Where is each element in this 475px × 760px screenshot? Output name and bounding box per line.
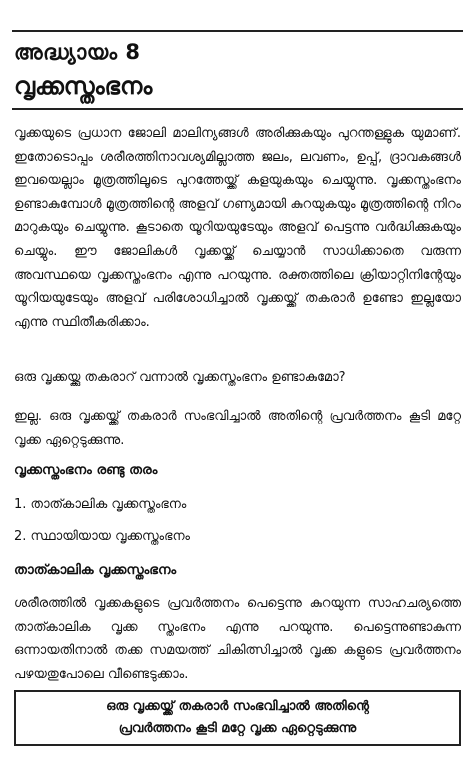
chapter-number: അദ്ധ്യായം 8 (14, 40, 141, 64)
chapter-title: വൃക്കസ്തംഭനം (14, 72, 153, 100)
type-item-2: 2. സ്ഥായിയായ വൃക്കസ്തംഭനം (14, 529, 191, 544)
answer-paragraph: ഇല്ല. ഒരു വൃക്കയ്ക്ക് തകരാർ സംഭവിച്ചാൽ അതിന്റെ പ്രവർത്തനം കൂടി മറ്റേ വൃക്ക ഏറ്റെടുക്കുന്നു. (14, 409, 461, 448)
highlight-line-2: പ്രവർത്തനം കൂടി മറ്റേ വൃക്ക ഏറ്റെടുക്കുന്നു (118, 721, 357, 736)
header-top-rule (12, 30, 463, 32)
question-text: ഒരു വൃക്കയ്ക്കു തകരാറ് വന്നാൽ വൃക്കസ്തംഭനം ഉണ്ടാകുമോ? (14, 370, 346, 385)
header-bottom-rule (12, 108, 463, 110)
temporary-paragraph: ശരീരത്തിൽ വൃക്കകളുടെ പ്രവർത്തനം പെട്ടെന്നു കുറയുന്ന സാഹചര്യത്തെ താത്കാലിക വൃക്ക സ്തംഭനം എന്നു പറയുന്നു. പെട്ടെന്നുണ്ടാകുന്ന ഒന്നായതിനാൽ തക്ക സമയത്ത് ചികിത്സിച്ചാൽ വൃക്ക കളുടെ പ്രവർത്തനം പഴയതുപോലെ വീണ്ടെടുക്കാം. (14, 596, 461, 682)
temporary-heading: താത്കാലിക വൃക്കസ്തംഭനം (14, 562, 177, 578)
intro-paragraph: വൃക്കയുടെ പ്രധാന ജോലി മാലിന്യങ്ങൾ അരിക്കുകയും പുറന്തള്ളുക യുമാണ്. ഇതോടൊപ്പം ശരീരത്തിനാവശ്യമില്ലാത്ത ജലം, ലവണം, ഉപ്പ്, ദ്രാവകങ്ങൾ ഇവയെല്ലാം മൂത്രത്തിലൂടെ പുറത്തേയ്ക്ക് കളയുകയും ചെയ്യുന്നു. വൃക്കസ്തംഭനം ഉണ്ടാകുമ്പോൾ മൂത്രത്തിന്റെ അളവ് ഗണ്യമായി കുറയുകയും മൂത്രത്തിന്റെ നിറം മാറുകയും ചെയ്യുന്നു. കൂടാതെ യൂറിയയുടേയും അളവ് പെട്ടന്നു വർദ്ധിക്കുകയും ചെയ്യും. ഈ ജോലികൾ വൃക്കയ്ക്ക് ചെയ്യാൻ സാധിക്കാതെ വരുന്ന അവസ്ഥയെ വൃക്കസ്തംഭനം എന്നു പറയുന്നു. രക്തത്തിലെ ക്രിയാറ്റിനിന്റേയും യൂറിയയുടേയും അളവ് പരിശോധിച്ചാൽ വൃക്കയ്ക്ക് തകരാർ ഉണ്ടോ ഇല്ലയോ എന്നു സ്ഥിതീകരിക്കാം. (14, 126, 461, 330)
highlight-box (14, 690, 461, 746)
highlight-line-1: ഒരു വൃക്കയ്ക്ക് തകരാർ സംഭവിച്ചാൽ അതിന്റെ (106, 699, 369, 714)
type-item-1: 1. താത്കാലിക വൃക്കസ്തംഭനം (14, 497, 187, 512)
types-heading: വൃക്കസ്തംഭനം രണ്ടു തരം (14, 462, 158, 478)
